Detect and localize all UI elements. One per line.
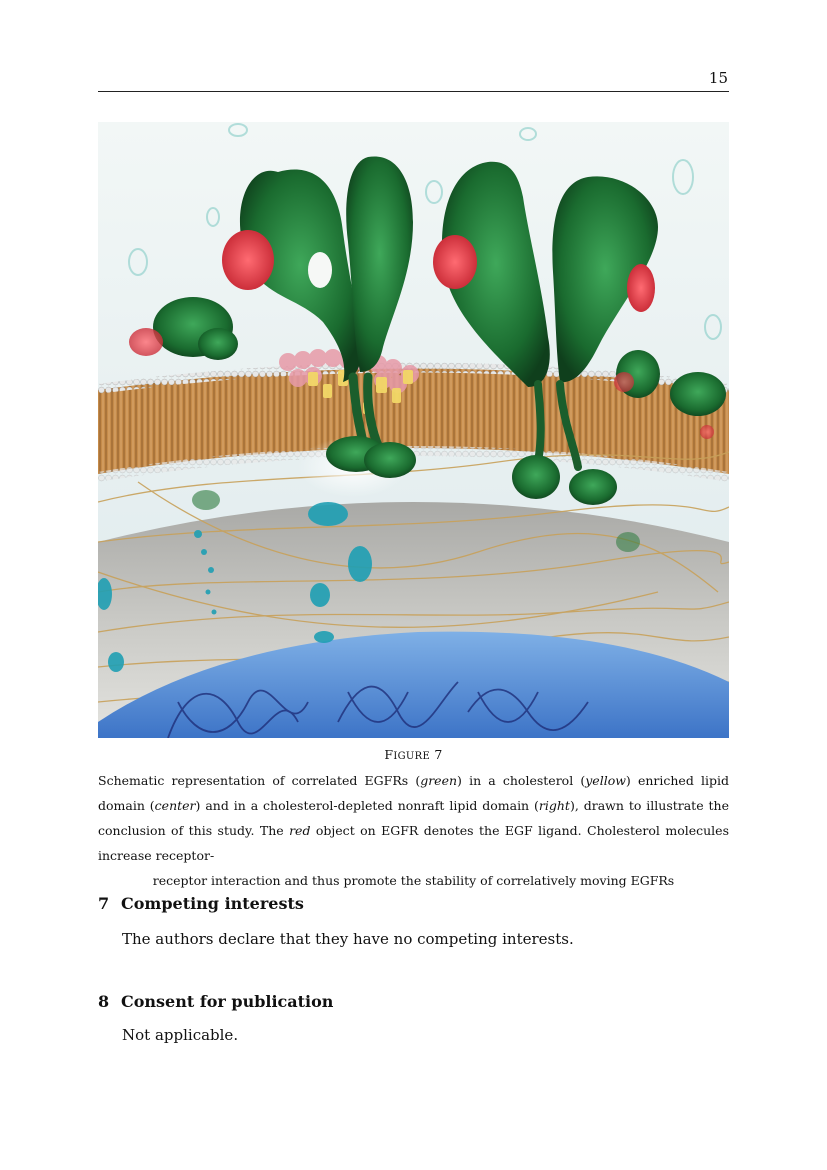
figure-label: FIGURE 7 bbox=[384, 747, 443, 762]
figure-caption: Schematic representation of correlated EGFRs (green) in a cholesterol (yellow) enriched lipid domain (center) and in a cholesterol-depleted nonraft lipid domain (right), drawn to illustrate the conclusion of this study. The red object on EGFR denotes the EGF ligand. Cholesterol molecules increase receptor- receptor interaction and thus promote the stability of correlatively moving EGFRs bbox=[98, 768, 729, 893]
section-heading-consent: 8 Consent for publication bbox=[98, 992, 334, 1011]
section-heading-competing-interests: 7 Competing interests bbox=[98, 894, 304, 913]
egfr-membrane-illustration bbox=[98, 122, 729, 738]
page-number: 15 bbox=[708, 69, 728, 87]
section-body-consent: Not applicable. bbox=[122, 1026, 239, 1044]
section-body-competing-interests: The authors declare that they have no competing interests. bbox=[122, 930, 574, 948]
caption-last-line: receptor interaction and thus promote the stability of correlatively moving EGFRs bbox=[152, 873, 675, 888]
figure-illustration bbox=[98, 122, 729, 738]
header-rule bbox=[98, 91, 729, 92]
